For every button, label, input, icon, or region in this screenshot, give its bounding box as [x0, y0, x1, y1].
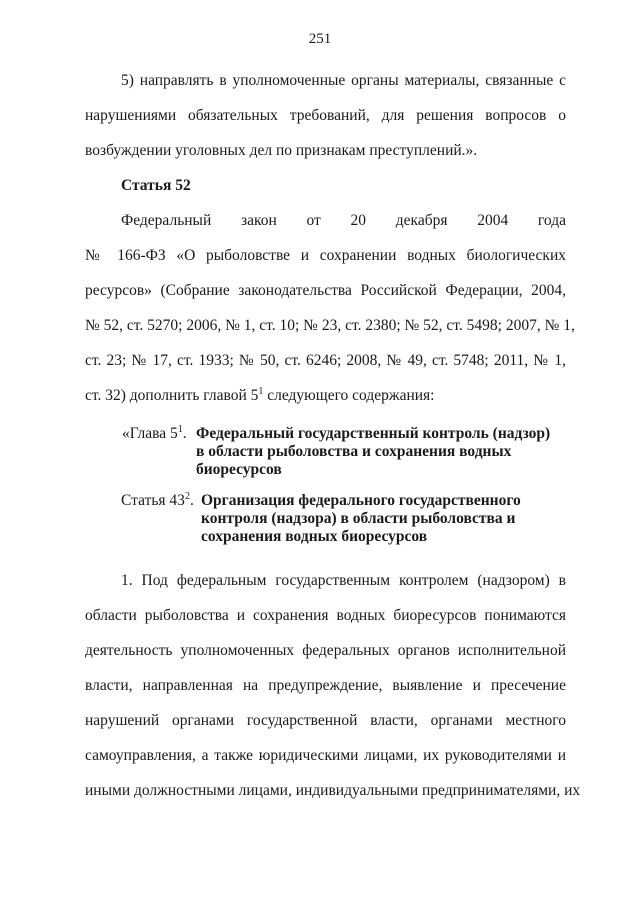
- word: от: [306, 212, 321, 229]
- intro-line-3: возбуждении уголовных дел по признакам преступлений.».: [85, 142, 478, 159]
- intro-line-2: нарушениями обязательных требований, для решения вопросов о: [85, 107, 566, 124]
- text: .: [189, 492, 194, 509]
- article-52-line-1: [121, 211, 566, 231]
- word: 20: [350, 212, 367, 229]
- text: Статья 43: [121, 492, 185, 509]
- text: ст. 32) дополнить главой 5: [85, 387, 259, 404]
- chapter-title-line-1: Федеральный государственный контроль (надзор): [196, 425, 551, 442]
- word: 2004: [477, 212, 509, 229]
- article-43-title-line-3: сохранения водных биоресурсов: [201, 528, 428, 545]
- word: Федеральный: [121, 212, 212, 229]
- intro-line-1: 5) направлять в уполномоченные органы материалы, связанные с: [121, 72, 566, 89]
- text: .: [182, 425, 187, 442]
- word: года: [537, 212, 566, 229]
- word: декабря: [395, 212, 448, 229]
- paragraph-1-line-5: нарушений органами государственной власти, органами местного: [85, 712, 566, 729]
- text: «Глава 5: [122, 425, 178, 442]
- superscript: 2: [184, 490, 190, 502]
- superscript: 1: [177, 423, 183, 435]
- article-52-line-3: ресурсов» (Собрание законодательства Российской Федерации, 2004,: [85, 282, 566, 299]
- chapter-title-line-3: биоресурсов: [196, 461, 282, 478]
- paragraph-1-line-4: власти, направленная на предупреждение, выявление и пресечение: [85, 677, 566, 694]
- paragraph-1-line-7: иными должностными лицами, индивидуальными предпринимателями, их: [85, 782, 581, 799]
- article-52-line-2: № 166-ФЗ «О рыболовстве и сохранении водных биологических: [85, 247, 566, 264]
- paragraph-1-line-3: деятельность уполномоченных федеральных органов исполнительной: [85, 642, 566, 659]
- paragraph-1-line-6: самоуправления, а также юридическими лицами, их руководителями и: [85, 747, 566, 764]
- chapter-label: [122, 424, 187, 444]
- text: следующего содержания:: [263, 387, 435, 404]
- page-number: 251: [308, 31, 332, 47]
- superscript: 1: [258, 385, 264, 397]
- article-52-line-5: ст. 23; № 17, ст. 1933; № 50, ст. 6246; 2008, № 49, ст. 5748; 2011, № 1,: [85, 352, 566, 369]
- article-52-heading: Статья 52: [121, 177, 191, 194]
- paragraph-1-line-1: 1. Под федеральным государственным контролем (надзором) в: [121, 572, 566, 589]
- article-43-title-line-2: контроля (надзора) в области рыболовства и: [201, 510, 516, 527]
- article-52-line-4: № 52, ст. 5270; 2006, № 1, ст. 10; № 23, ст. 2380; № 52, ст. 5498; 2007, № 1,: [85, 317, 575, 334]
- article-43-label: [121, 491, 194, 511]
- article-43-title-line-1: Организация федерального государственного: [201, 492, 521, 509]
- word: закон: [240, 212, 277, 229]
- chapter-title-line-2: в области рыболовства и сохранения водных: [196, 443, 512, 460]
- article-52-line-6: [85, 386, 434, 406]
- paragraph-1-line-2: области рыболовства и сохранения водных биоресурсов понимаются: [85, 607, 566, 624]
